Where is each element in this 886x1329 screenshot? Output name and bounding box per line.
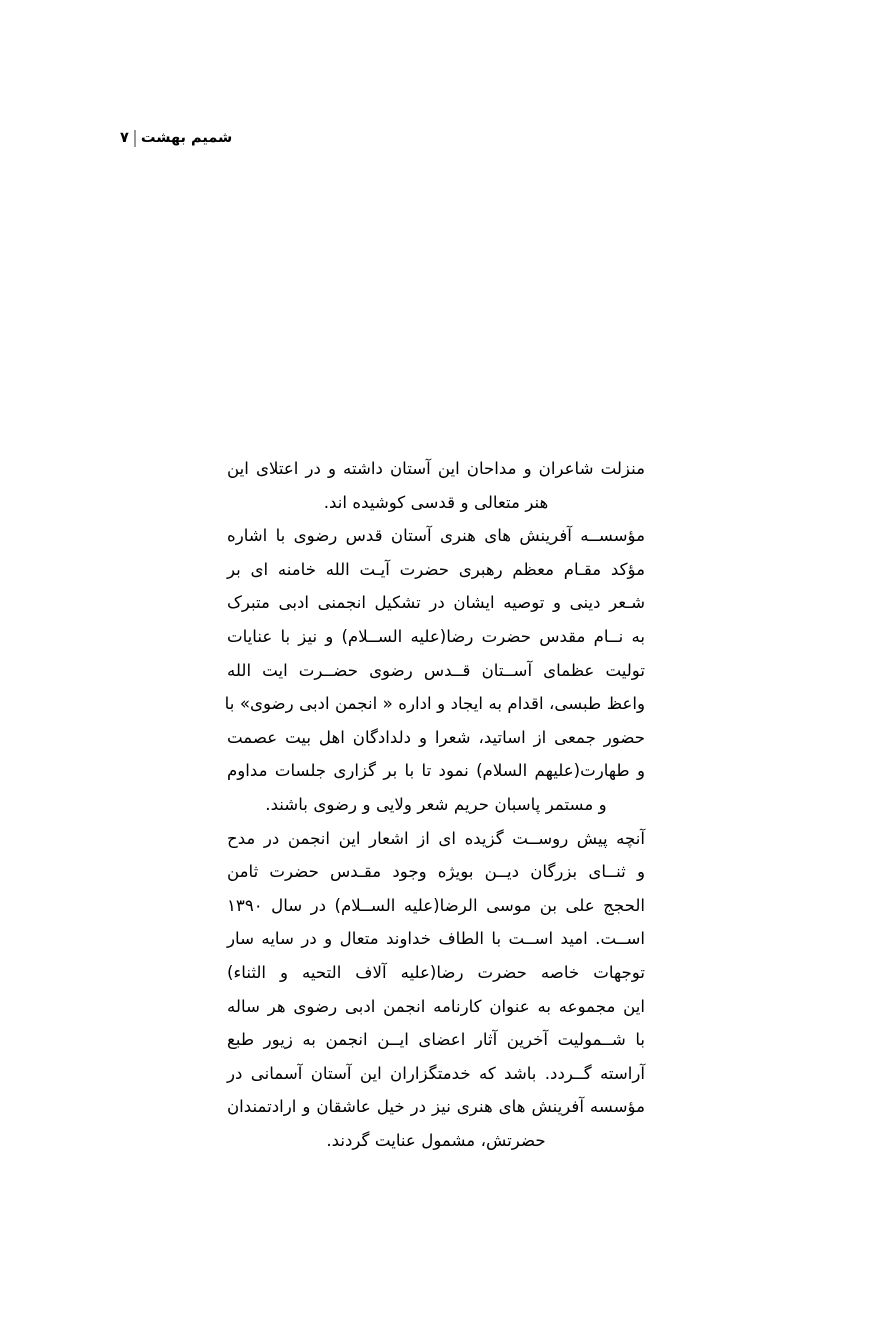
book-title: شمیم بهشت [140, 129, 233, 146]
text-line: واعظ طبسی، اقدام به ایجاد و اداره « انجمن ادبی رضوی» با [224, 694, 645, 714]
paragraph-3 [227, 822, 645, 1158]
text-line: با شــمولیت آخرین آثار اعضای ایــن انجمن به زیور طبع [227, 1030, 645, 1050]
text-line: هنر متعالی و قدسی کوشیده اند. [323, 492, 549, 512]
text-line: الحجج علی بن موسی الرضا(علیه الســلام) در سال ۱۳۹۰ [227, 895, 645, 915]
text-line: این مجموعه به عنوان کارنامه انجمن ادبی رضوی هر ساله [227, 996, 645, 1016]
text-line: منزلت شاعران و مداحان این آستان داشته و در اعتلای این [227, 459, 645, 478]
running-header [120, 126, 232, 150]
text-line: توجهات خاصه حضرت رضا(علیه آلاف التحیه و الثناء) [227, 962, 645, 982]
text-line: و طهارت(علیهم السلام) نمود تا با بر گزاری جلسات مداوم [227, 761, 645, 781]
text-line: و ثنــای بزرگان دیــن بویژه وجود مقـدس حضرت ثامن [227, 862, 645, 882]
text-line: مؤکد مقـام معظم رهبری حضرت آیـت الله خامنه ای بر [227, 559, 645, 579]
text-line: تولیت عظمای آســتان قــدس رضوی حضــرت ایت الله [227, 660, 645, 680]
text-line: آراسته گــردد. باشد که خدمتگزاران این آستان آسمانی در [227, 1063, 645, 1083]
paragraph-1 [227, 452, 645, 519]
text-line: اســت. امید اســت با الطاف خداوند متعال و در سایه سار [227, 929, 645, 949]
text-line: به نــام مقدس حضرت رضا(علیه الســلام) و نیز با عنایات [227, 626, 645, 646]
body-text-block [224, 452, 645, 1157]
paragraph-2 [224, 519, 645, 821]
text-line: حضرتش، مشمول عنایت گردند. [326, 1130, 546, 1150]
text-line: مؤسســه آفرینش های هنری آستان قدس رضوی با اشاره [227, 526, 645, 546]
text-line: آنچه پیش روســت گزیده ای از اشعار این انجمن در مدح [227, 828, 645, 848]
text-line: و مستمر پاسبان حریم شعر ولایی و رضوی باشند. [265, 794, 607, 814]
text-line: شـعر دینی و توصیه ایشان در تشکیل انجمنی ادبی متبرک [227, 593, 645, 613]
page-number: ۷ [120, 129, 129, 146]
text-line: حضور جمعی از اساتید، شعرا و دلدادگان اهل بیت عصمت [227, 727, 645, 747]
header-separator-bar [134, 130, 136, 147]
text-line: مؤسسه آفرینش های هنری نیز در خیل عاشقان و ارادتمندان [227, 1097, 645, 1117]
